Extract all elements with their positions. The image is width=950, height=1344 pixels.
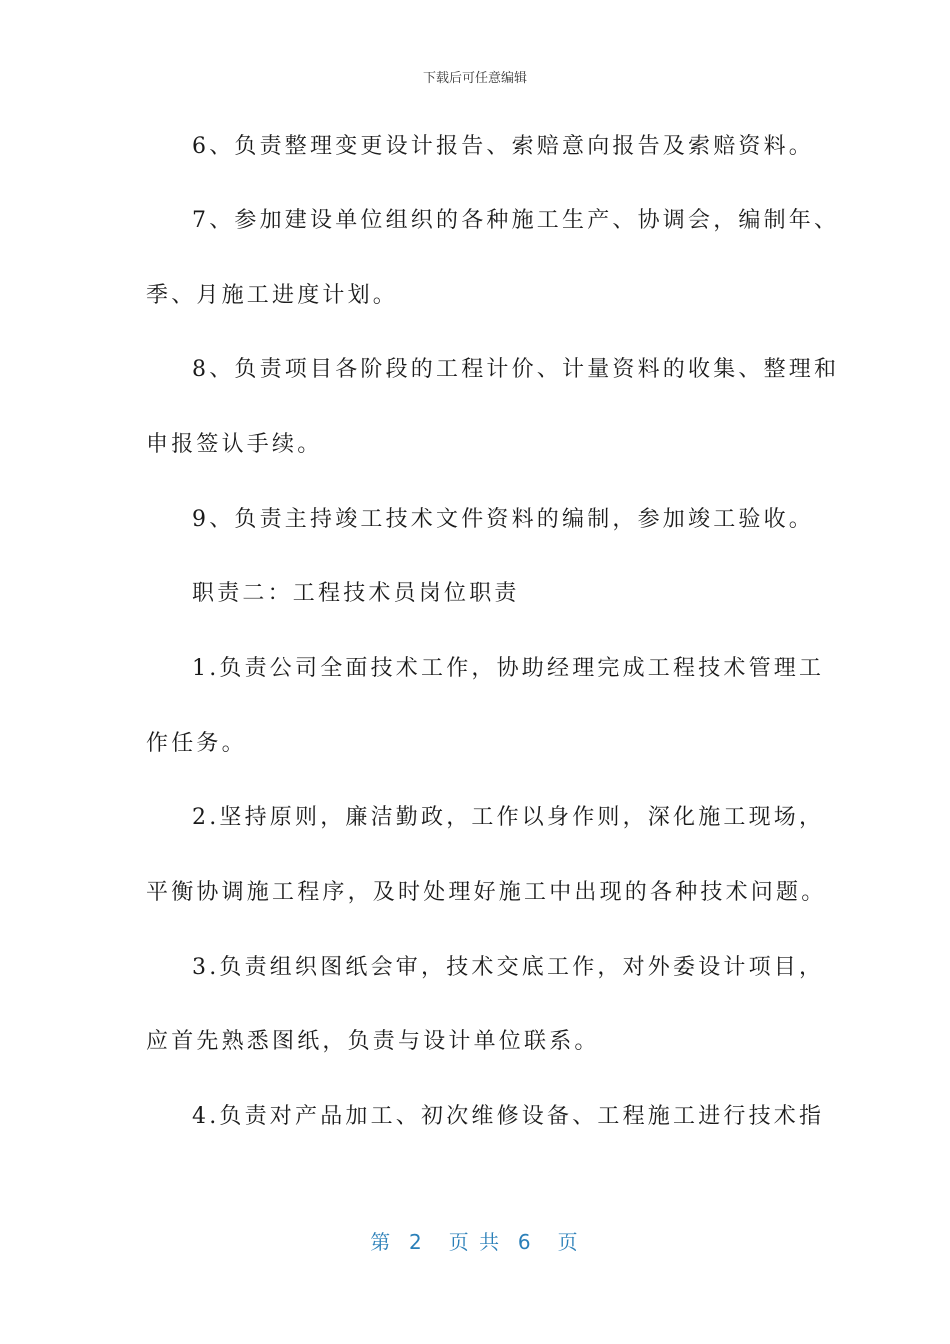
paragraph-line: 4.负责对产品加工、初次维修设备、工程施工进行技术指 [192,1104,825,1129]
paragraph-line: 9、负责主持竣工技术文件资料的编制，参加竣工验收。 [192,507,814,532]
paragraph-line: 3.负责组织图纸会审，技术交底工作，对外委设计项目， [192,955,825,980]
paragraph-line: 7、参加建设单位组织的各种施工生产、协调会，编制年、 [192,208,840,233]
paragraph-line: 应首先熟悉图纸，负责与设计单位联系。 [146,1029,600,1054]
paragraph-line: 1.负责公司全面技术工作，协助经理完成工程技术管理工 [192,656,825,681]
paragraph-line: 8、负责项目各阶段的工程计价、计量资料的收集、整理和 [192,357,840,382]
paragraph-line: 申报签认手续。 [146,432,323,457]
page-number-footer: 第 2 页 共 6 页 [370,1230,580,1254]
paragraph-line: 2.坚持原则，廉洁勤政，工作以身作则，深化施工现场， [192,805,825,830]
paragraph-line: 平衡协调施工程序，及时处理好施工中出现的各种技术问题。 [146,880,827,905]
section-heading: 职责二：工程技术员岗位职责 [192,581,520,606]
paragraph-line: 6、负责整理变更设计报告、索赔意向报告及索赔资料。 [192,134,814,159]
page-header: 下载后可任意编辑 [422,71,527,86]
paragraph-line: 季、月施工进度计划。 [146,283,399,308]
paragraph-line: 作任务。 [146,731,247,756]
